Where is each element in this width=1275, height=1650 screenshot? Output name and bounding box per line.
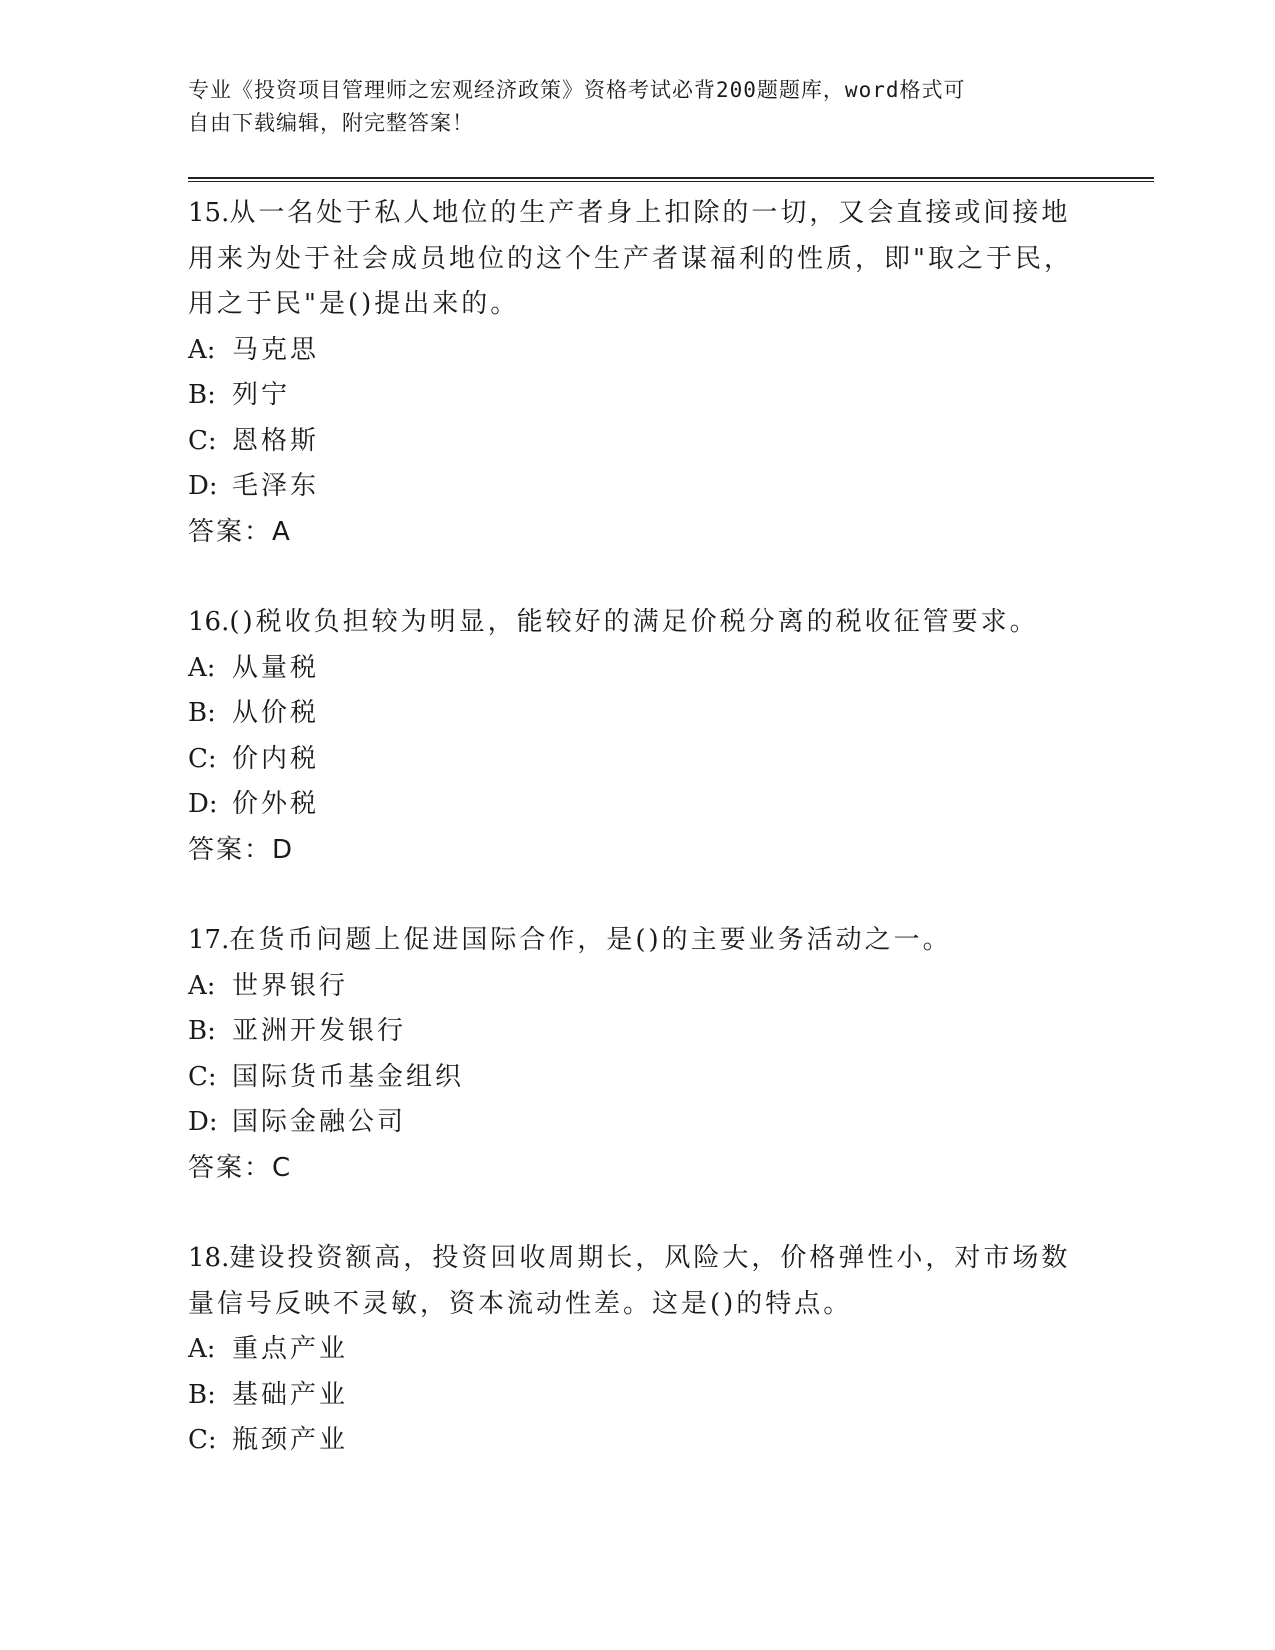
option-a [188, 646, 1088, 692]
option-text: 国际金融公司 [232, 1107, 407, 1137]
option-letter: C: [188, 743, 217, 774]
option-d [188, 782, 1088, 828]
option-text: 马克思 [232, 334, 320, 365]
option-letter: A: [188, 1334, 216, 1364]
option-letter: A: [188, 652, 216, 683]
option-text: 重点产业 [232, 1334, 349, 1364]
question-17 [188, 918, 1088, 1191]
question-18 [188, 1236, 1088, 1464]
question-16 [188, 600, 1088, 873]
question-number: 16. [188, 607, 230, 637]
option-text: 从价税 [232, 698, 320, 728]
option-text: 毛泽东 [232, 471, 320, 501]
option-letter: D: [188, 789, 218, 819]
option-b [188, 373, 1088, 419]
question-number: 17. [188, 925, 230, 955]
document-header [188, 74, 1068, 140]
question-text [188, 191, 1088, 237]
option-b [188, 1009, 1088, 1055]
question-line: ()税收负担较为明显，能较好的满足价税分离的税收征管要求。 [229, 607, 1039, 637]
option-text: 价外税 [232, 789, 320, 819]
option-letter: D: [188, 1107, 218, 1137]
option-c [188, 1418, 1088, 1464]
option-letter: C: [188, 1425, 217, 1455]
option-text: 国际货币基金组织 [232, 1061, 465, 1092]
question-line: 建设投资额高，投资回收周期长，风险大，价格弹性小，对市场数 [229, 1243, 1071, 1273]
option-text: 价内税 [232, 743, 320, 774]
option-text: 瓶颈产业 [232, 1425, 349, 1455]
option-letter: B: [188, 1379, 216, 1410]
option-c [188, 1055, 1088, 1101]
question-15 [188, 191, 1088, 555]
question-line: 量信号反映不灵敏，资本流动性差。这是()的特点。 [188, 1288, 853, 1319]
question-number: 18. [188, 1243, 230, 1273]
option-letter: A: [188, 334, 216, 365]
option-text: 亚洲开发银行 [232, 1016, 407, 1046]
option-a [188, 964, 1088, 1010]
header-line-1: 专业《投资项目管理师之宏观经济政策》资格考试必背200题题库，word格式可 [188, 78, 966, 102]
option-letter: D: [188, 471, 218, 501]
option-letter: C: [188, 1061, 217, 1092]
option-letter: C: [188, 425, 217, 456]
question-line: 用之于民"是()提出来的。 [188, 289, 520, 319]
option-letter: A: [188, 970, 216, 1001]
option-c [188, 737, 1088, 783]
option-letter: B: [188, 1016, 216, 1046]
question-number: 15. [188, 198, 230, 228]
option-text: 恩格斯 [232, 425, 320, 456]
option-d [188, 1100, 1088, 1146]
option-b [188, 1373, 1088, 1419]
option-a [188, 328, 1088, 374]
option-text: 列宁 [232, 380, 291, 410]
header-line-2: 自由下载编辑，附完整答案！ [188, 111, 474, 135]
answer-line: 答案：D [188, 834, 295, 865]
question-text [188, 600, 1088, 646]
option-b [188, 691, 1088, 737]
option-text: 世界银行 [232, 970, 349, 1001]
question-line: 用来为处于社会成员地位的这个生产者谋福利的性质，即"取之于民， [188, 243, 1073, 274]
option-letter: B: [188, 380, 216, 410]
answer-line: 答案：A [188, 516, 292, 547]
option-d [188, 464, 1088, 510]
question-text [188, 1236, 1088, 1282]
option-a [188, 1327, 1088, 1373]
question-list [188, 191, 1088, 1509]
option-c [188, 419, 1088, 465]
question-line: 在货币问题上促进国际合作，是()的主要业务活动之一。 [229, 925, 952, 955]
option-letter: B: [188, 698, 216, 728]
question-text [188, 918, 1088, 964]
question-line: 从一名处于私人地位的生产者身上扣除的一切，又会直接或间接地 [229, 198, 1071, 228]
option-text: 基础产业 [232, 1379, 349, 1410]
answer-line: 答案：C [188, 1152, 293, 1183]
option-text: 从量税 [232, 652, 320, 683]
header-divider [188, 177, 1154, 182]
